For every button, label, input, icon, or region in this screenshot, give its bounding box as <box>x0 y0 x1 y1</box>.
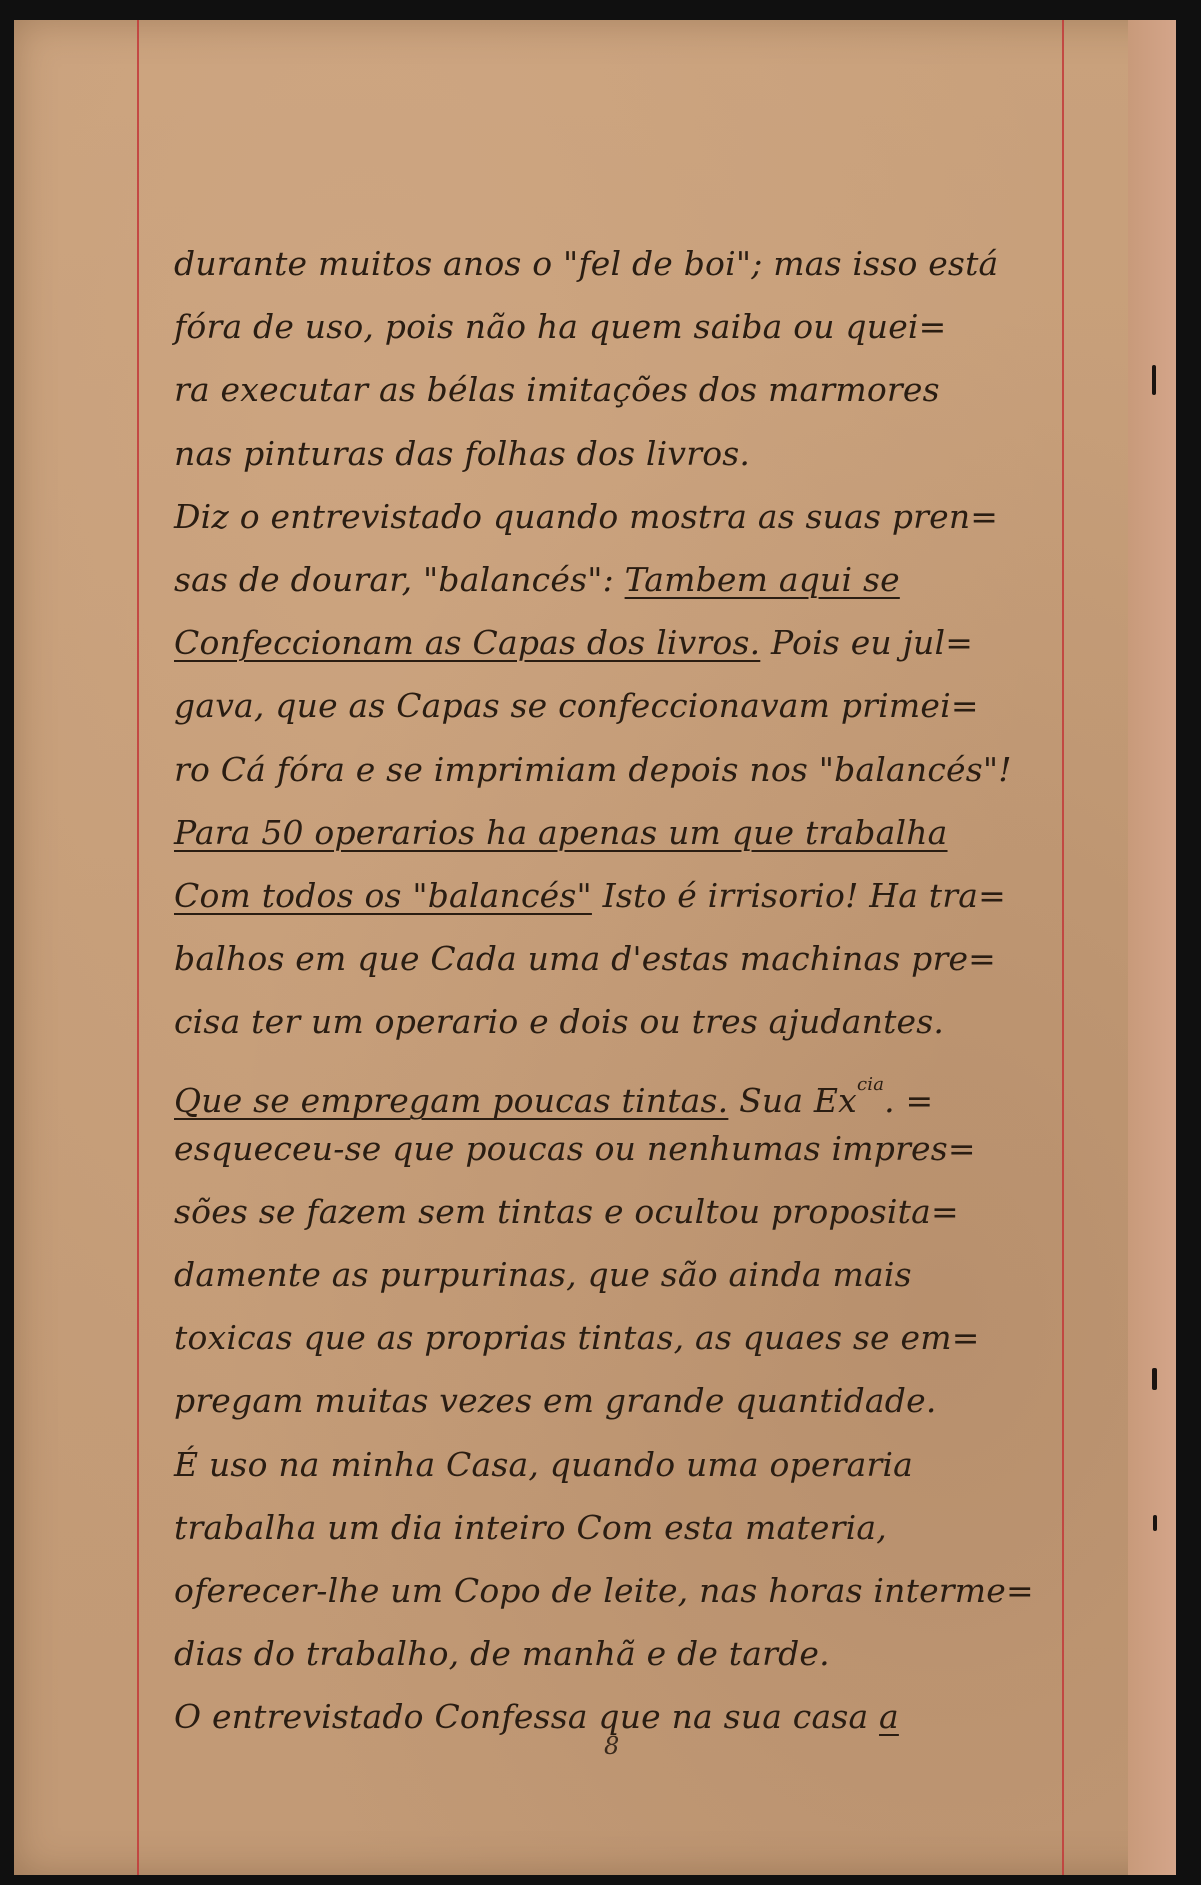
text-line <box>174 422 1054 485</box>
text-line <box>174 1369 1054 1432</box>
line-text: sas de dourar, "balancés": <box>174 559 625 599</box>
text-line <box>174 1117 1054 1180</box>
text-line <box>174 927 1054 990</box>
line-text: cisa ter um operario e dois ou tres ajudantes. <box>174 1002 945 1042</box>
text-line <box>174 1433 1054 1496</box>
text-line <box>174 1180 1054 1243</box>
underlined-text: Que se empregam poucas tintas. <box>174 1081 729 1121</box>
line-text: ro Cá fóra e se imprimiam depois nos "balancés"! <box>174 749 1012 789</box>
line-text: É uso na minha Casa, quando uma operaria <box>174 1444 914 1484</box>
text-line <box>174 548 1054 611</box>
line-text: balhos em que Cada uma d'estas machinas pre= <box>174 939 997 979</box>
text-line <box>174 1053 1054 1121</box>
line-text: Isto é irrisorio! Ha tra= <box>591 875 1006 915</box>
line-text: durante muitos anos o "fel de boi"; mas isso está <box>174 244 999 283</box>
text-line <box>174 1306 1054 1369</box>
text-line <box>174 1559 1054 1622</box>
line-text: damente as purpurinas, que são ainda mais <box>174 1255 912 1294</box>
superscript-text: cia <box>857 1074 885 1096</box>
line-text: fóra de uso, pois não ha quem saiba ou quei= <box>174 307 947 347</box>
text-line <box>174 864 1054 927</box>
underlined-text: Confeccionam as Capas dos livros. <box>174 623 761 663</box>
text-line <box>174 674 1054 737</box>
text-line <box>174 1622 1054 1685</box>
line-text: Diz o entrevistado quando mostra as suas pren= <box>174 496 999 536</box>
page-edge <box>1128 20 1176 1875</box>
page-number: 8 <box>604 1732 620 1760</box>
text-line <box>174 801 1054 864</box>
text-line <box>174 738 1054 801</box>
underlined-text: Com todos os "balancés" <box>174 875 592 915</box>
line-text: gava, que as Capas se confeccionavam primei= <box>174 686 979 726</box>
right-margin-rule <box>1062 20 1064 1875</box>
text-line <box>174 1243 1054 1306</box>
binding-mark <box>1152 365 1156 395</box>
text-line <box>174 295 1054 358</box>
text-line <box>174 485 1054 548</box>
line-text: nas pinturas das folhas dos livros. <box>174 433 751 473</box>
line-text: esqueceu-se que poucas ou nenhumas impres= <box>174 1128 976 1168</box>
line-text: oferecer-lhe um Copo de leite, nas horas interme= <box>174 1570 1034 1610</box>
line-text: O entrevistado Confessa que na sua casa <box>174 1697 880 1737</box>
text-line <box>174 990 1054 1053</box>
line-text: pregam muitas vezes em grande quantidade. <box>174 1381 937 1421</box>
text-line <box>174 358 1054 421</box>
left-margin-rule <box>137 20 139 1875</box>
handwritten-text-block <box>174 232 1054 1749</box>
underlined-text: Tambem aqui se <box>624 559 900 599</box>
binding-mark <box>1152 1368 1157 1390</box>
line-text: Pois eu jul= <box>760 623 974 663</box>
binding-mark <box>1153 1515 1157 1531</box>
line-text: dias do trabalho, de manhã e de tarde. <box>174 1634 830 1674</box>
underlined-text: a <box>879 1697 899 1737</box>
text-line <box>174 1496 1054 1559</box>
manuscript-page <box>14 20 1176 1875</box>
line-text: . = <box>884 1081 934 1121</box>
line-text: ra executar as bélas imitações dos marmores <box>174 370 940 410</box>
text-line <box>174 611 1054 674</box>
underlined-text: Para 50 operarios ha apenas um que trabalha <box>174 812 948 852</box>
line-text: Sua Ex <box>728 1081 857 1121</box>
line-text: toxicas que as proprias tintas, as quaes se em= <box>174 1318 980 1358</box>
line-text: trabalha um dia inteiro Com esta materia, <box>174 1507 887 1547</box>
line-text: sões se fazem sem tintas e ocultou proposita= <box>174 1191 959 1231</box>
text-line <box>174 232 1054 295</box>
